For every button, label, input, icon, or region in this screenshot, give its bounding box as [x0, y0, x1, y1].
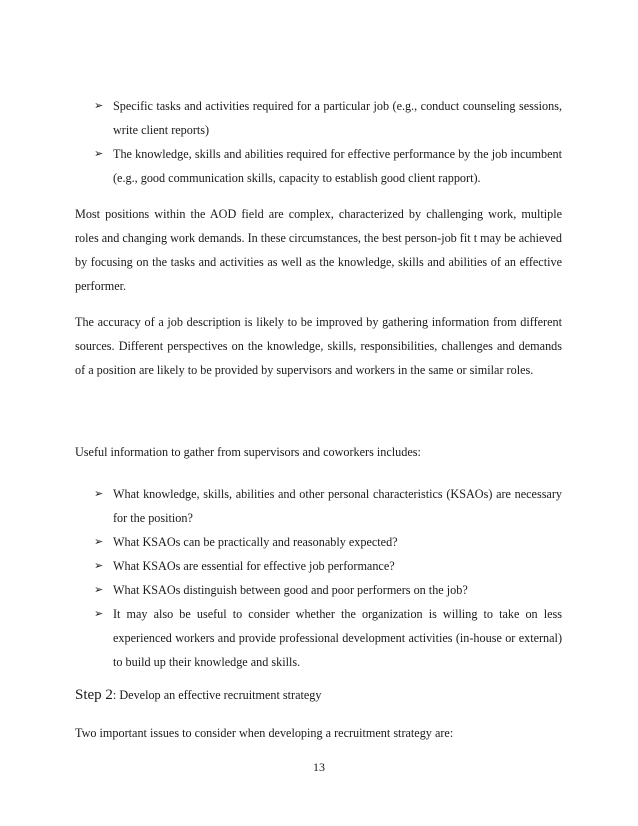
arrow-bullet-icon: ➢: [94, 535, 104, 548]
arrow-bullet-icon: ➢: [94, 99, 104, 112]
list-item: [94, 602, 562, 674]
arrow-bullet-icon: ➢: [94, 583, 104, 596]
paragraph-useful-information: Useful information to gather from supervisors and coworkers includes:: [75, 445, 421, 459]
paragraph-aod-positions: Most positions within the AOD field are complex, characterized by challenging work, multiple roles and changing work demands. In these circumstances, the best person-job fit t may be achieved by focusing on the tasks and activities as well as the knowledge, skills and abilities of an effective performer.: [75, 207, 563, 293]
list-item-text: What KSAOs are essential for effective job performance?: [113, 559, 395, 573]
ksao-bullet-list: [94, 482, 562, 674]
list-item: [94, 530, 562, 554]
list-item-text: The knowledge, skills and abilities required for effective performance by the job incumbent (e.g., good communication skills, capacity to establish good client rapport).: [113, 147, 562, 185]
arrow-bullet-icon: ➢: [94, 487, 104, 500]
step-heading: [75, 679, 321, 706]
list-item: [94, 554, 562, 578]
list-item-text: What KSAOs distinguish between good and poor performers on the job?: [113, 583, 468, 597]
list-item-text: It may also be useful to consider whether the organization is willing to take on less experienced workers and provide professional development activities (in-house or external) to build up their knowledge and skills.: [113, 607, 562, 669]
list-item: [94, 142, 562, 190]
list-item-text: What KSAOs can be practically and reasonably expected?: [113, 535, 398, 549]
paragraph-job-description-accuracy: The accuracy of a job description is likely to be improved by gathering information from different sources. Different perspectives on the knowledge, skills, responsibilities, challenges and demands of a position are likely to be provided by supervisors and workers in the same or similar roles.: [75, 315, 562, 377]
list-item: [94, 482, 562, 530]
page-number: 13: [313, 760, 325, 774]
task-skill-bullet-list: [94, 94, 562, 190]
step-title: : Develop an effective recruitment strategy: [112, 688, 322, 702]
paragraph-recruitment-issues: Two important issues to consider when developing a recruitment strategy are:: [75, 726, 454, 740]
arrow-bullet-icon: ➢: [94, 607, 104, 620]
list-item-text: Specific tasks and activities required for a particular job (e.g., conduct counseling sessions, write client reports): [113, 99, 562, 137]
list-item: [94, 578, 562, 602]
step-label: Step 2: [75, 687, 113, 703]
arrow-bullet-icon: ➢: [94, 147, 104, 160]
arrow-bullet-icon: ➢: [94, 559, 104, 572]
list-item: [94, 94, 562, 142]
list-item-text: What knowledge, skills, abilities and other personal characteristics (KSAOs) are necessary for the position?: [113, 487, 562, 525]
